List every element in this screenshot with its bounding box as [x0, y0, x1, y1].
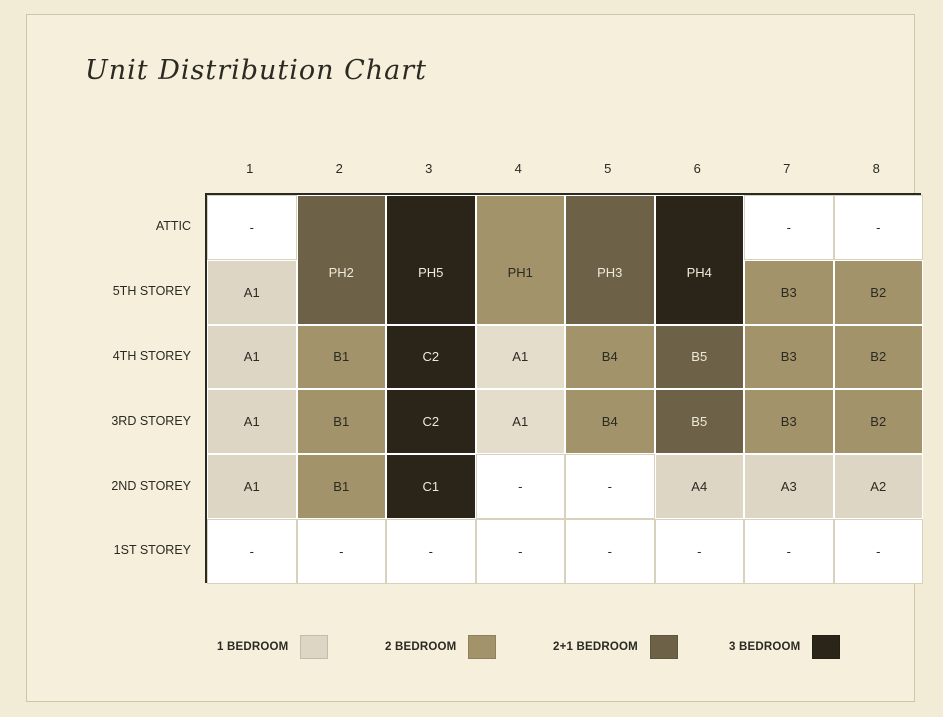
grid-cell[interactable]: -	[207, 519, 297, 584]
grid-cell[interactable]: -	[744, 195, 834, 260]
grid-cell[interactable]: -	[834, 519, 924, 584]
grid-cell[interactable]: C2	[386, 389, 476, 454]
grid-body	[111, 193, 921, 583]
grid-cell[interactable]: B5	[655, 389, 745, 454]
legend-label: 2+1 BEDROOM	[553, 641, 638, 653]
legend-item	[553, 635, 678, 659]
grid-cell[interactable]: B4	[565, 325, 655, 390]
legend	[217, 635, 917, 675]
grid-cell[interactable]: A4	[655, 454, 745, 519]
grid-cell[interactable]: B2	[834, 389, 924, 454]
grid-cell[interactable]: -	[386, 519, 476, 584]
column-header-4: 4	[514, 161, 522, 176]
row-label-3rd-storey: 3RD STOREY	[111, 413, 191, 428]
grid-cell[interactable]: A1	[207, 389, 297, 454]
column-header-8: 8	[872, 161, 880, 176]
grid-cell[interactable]: PH4	[655, 195, 745, 325]
unit-distribution-grid	[111, 155, 921, 583]
grid-cell[interactable]: PH2	[297, 195, 387, 325]
grid-cell[interactable]: -	[476, 519, 566, 584]
chart-panel	[26, 14, 915, 702]
column-header-6: 6	[693, 161, 701, 176]
column-header-row	[205, 155, 921, 193]
grid-cell[interactable]: B1	[297, 325, 387, 390]
grid-cell[interactable]: B3	[744, 325, 834, 390]
grid-cell[interactable]: B4	[565, 389, 655, 454]
grid-cell[interactable]: -	[297, 519, 387, 584]
grid-cell[interactable]: C2	[386, 325, 476, 390]
grid-cell[interactable]: -	[565, 454, 655, 519]
grid-cell[interactable]: A3	[744, 454, 834, 519]
row-label-5th-storey: 5TH STOREY	[112, 284, 191, 299]
column-header-1: 1	[246, 161, 254, 176]
grid-cell[interactable]: B3	[744, 389, 834, 454]
page-title: Unit Distribution Chart	[85, 55, 428, 86]
column-header-5: 5	[604, 161, 612, 176]
row-label-attic: ATTIC	[155, 219, 191, 234]
grid-cell[interactable]: -	[744, 519, 834, 584]
legend-label: 3 BEDROOM	[729, 641, 801, 653]
legend-label: 1 BEDROOM	[217, 641, 289, 653]
column-header-3: 3	[425, 161, 433, 176]
grid-cell[interactable]: -	[476, 454, 566, 519]
grid-cell[interactable]: A2	[834, 454, 924, 519]
legend-item	[385, 635, 496, 659]
grid-cell[interactable]: B5	[655, 325, 745, 390]
grid-cell[interactable]: -	[834, 195, 924, 260]
grid-cell[interactable]: A1	[207, 325, 297, 390]
legend-swatch	[650, 635, 678, 659]
row-label-4th-storey: 4TH STOREY	[112, 349, 191, 363]
legend-swatch	[300, 635, 328, 659]
grid-cell[interactable]: -	[565, 519, 655, 584]
legend-item	[217, 635, 328, 659]
row-label-1st-storey: 1ST STOREY	[113, 543, 191, 558]
grid-cell[interactable]: B1	[297, 454, 387, 519]
grid-cell[interactable]: PH1	[476, 195, 566, 325]
grid-cell[interactable]: -	[655, 519, 745, 584]
row-label-2nd-storey: 2ND STOREY	[111, 478, 191, 493]
grid-cell[interactable]: B2	[834, 325, 924, 390]
grid-cell[interactable]: PH3	[565, 195, 655, 325]
grid-cell[interactable]: B2	[834, 260, 924, 325]
legend-label: 2 BEDROOM	[385, 641, 457, 653]
grid-cell[interactable]: PH5	[386, 195, 476, 325]
grid-cell[interactable]: A1	[207, 454, 297, 519]
column-header-2: 2	[335, 161, 343, 176]
grid-cell[interactable]: B1	[297, 389, 387, 454]
grid-cell[interactable]: -	[207, 195, 297, 260]
grid-cell[interactable]: A1	[207, 260, 297, 325]
legend-swatch	[812, 635, 840, 659]
grid-cell[interactable]: A1	[476, 325, 566, 390]
grid-cell[interactable]: A1	[476, 389, 566, 454]
legend-swatch	[468, 635, 496, 659]
grid-cell[interactable]: C1	[386, 454, 476, 519]
grid-cell[interactable]: B3	[744, 260, 834, 325]
column-header-7: 7	[783, 161, 791, 176]
legend-item	[729, 635, 840, 659]
